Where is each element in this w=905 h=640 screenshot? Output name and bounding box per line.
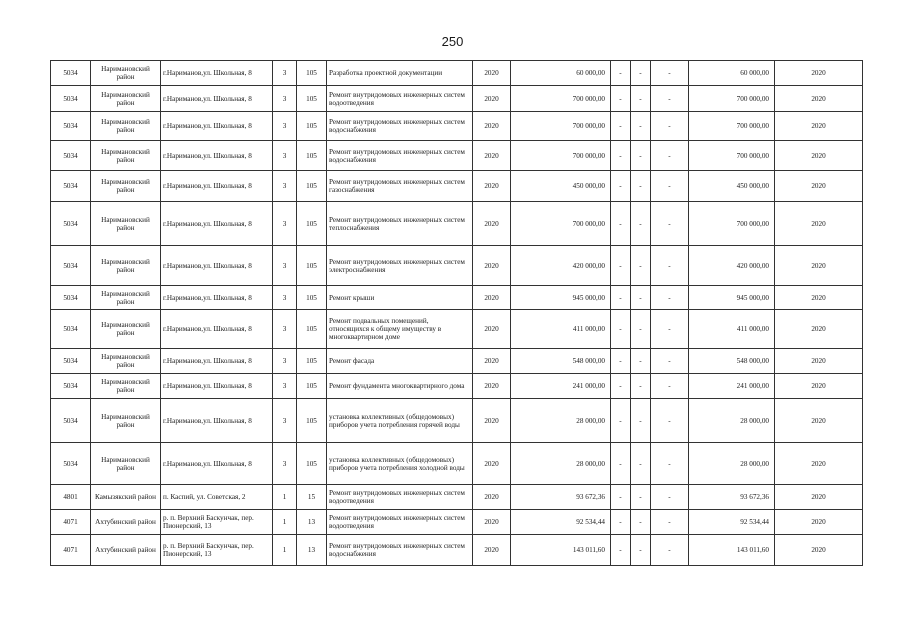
row-dash-2: - (631, 141, 651, 171)
row-dash-3: - (651, 246, 689, 286)
row-year: 2020 (473, 171, 511, 202)
row-end-year: 2020 (775, 399, 863, 443)
row-address: р. п. Верхний Баскунчак, пер. Пионерский, 13 (161, 535, 273, 566)
row-entrances: 3 (273, 286, 297, 310)
row-end-year: 2020 (775, 349, 863, 374)
row-district: Ахтубинский район (91, 510, 161, 535)
row-dash-1: - (611, 310, 631, 349)
row-code: 5034 (51, 349, 91, 374)
row-entrances: 3 (273, 141, 297, 171)
row-end-year: 2020 (775, 202, 863, 246)
row-apartments: 105 (297, 202, 327, 246)
row-dash-1: - (611, 510, 631, 535)
row-dash-1: - (611, 141, 631, 171)
row-address: г.Нариманов,ул. Школьная, 8 (161, 61, 273, 86)
row-amount: 700 000,00 (511, 141, 611, 171)
row-code: 5034 (51, 61, 91, 86)
row-code: 4071 (51, 510, 91, 535)
row-dash-2: - (631, 510, 651, 535)
row-entrances: 3 (273, 112, 297, 141)
row-entrances: 1 (273, 535, 297, 566)
row-year: 2020 (473, 141, 511, 171)
row-dash-3: - (651, 86, 689, 112)
table-row (51, 535, 863, 566)
row-apartments: 13 (297, 535, 327, 566)
row-district: Наримановский район (91, 202, 161, 246)
row-address: г.Нариманов,ул. Школьная, 8 (161, 171, 273, 202)
table-row (51, 349, 863, 374)
table-row (51, 61, 863, 86)
table-row (51, 510, 863, 535)
row-district: Наримановский район (91, 349, 161, 374)
row-dash-1: - (611, 349, 631, 374)
row-address: р. п. Верхний Баскунчак, пер. Пионерский, 13 (161, 510, 273, 535)
row-dash-3: - (651, 349, 689, 374)
row-end-year: 2020 (775, 374, 863, 399)
row-amount: 450 000,00 (511, 171, 611, 202)
row-address: г.Нариманов,ул. Школьная, 8 (161, 86, 273, 112)
row-address: г.Нариманов,ул. Школьная, 8 (161, 246, 273, 286)
row-address: г.Нариманов,ул. Школьная, 8 (161, 399, 273, 443)
row-work-type: Ремонт фасада (327, 349, 473, 374)
table-row (51, 141, 863, 171)
row-total: 92 534,44 (689, 510, 775, 535)
row-dash-3: - (651, 485, 689, 510)
row-entrances: 1 (273, 485, 297, 510)
row-dash-2: - (631, 171, 651, 202)
row-apartments: 105 (297, 171, 327, 202)
row-year: 2020 (473, 286, 511, 310)
row-dash-1: - (611, 86, 631, 112)
row-dash-1: - (611, 535, 631, 566)
row-work-type: Разработка проектной документации (327, 61, 473, 86)
row-dash-2: - (631, 112, 651, 141)
row-district: Камызякский район (91, 485, 161, 510)
row-year: 2020 (473, 202, 511, 246)
row-dash-1: - (611, 485, 631, 510)
row-entrances: 3 (273, 443, 297, 485)
row-district: Наримановский район (91, 61, 161, 86)
row-total: 143 011,60 (689, 535, 775, 566)
row-address: п. Каспий, ул. Советская, 2 (161, 485, 273, 510)
row-code: 4801 (51, 485, 91, 510)
row-dash-1: - (611, 443, 631, 485)
table-row (51, 171, 863, 202)
table-row (51, 112, 863, 141)
row-address: г.Нариманов,ул. Школьная, 8 (161, 310, 273, 349)
row-amount: 700 000,00 (511, 86, 611, 112)
row-entrances: 1 (273, 510, 297, 535)
row-amount: 411 000,00 (511, 310, 611, 349)
row-apartments: 105 (297, 246, 327, 286)
row-work-type: Ремонт внутридомовых инженерных систем водоснабжения (327, 112, 473, 141)
table-row (51, 443, 863, 485)
row-dash-2: - (631, 246, 651, 286)
row-address: г.Нариманов,ул. Школьная, 8 (161, 286, 273, 310)
row-total: 60 000,00 (689, 61, 775, 86)
row-year: 2020 (473, 399, 511, 443)
row-dash-3: - (651, 286, 689, 310)
row-year: 2020 (473, 61, 511, 86)
row-year: 2020 (473, 374, 511, 399)
row-district: Наримановский район (91, 141, 161, 171)
row-end-year: 2020 (775, 61, 863, 86)
row-work-type: Ремонт подвальных помещений, относящихся к общему имуществу в многоквартирном доме (327, 310, 473, 349)
row-year: 2020 (473, 510, 511, 535)
row-dash-2: - (631, 349, 651, 374)
row-amount: 60 000,00 (511, 61, 611, 86)
row-code: 5034 (51, 141, 91, 171)
row-year: 2020 (473, 86, 511, 112)
row-code: 5034 (51, 171, 91, 202)
row-district: Наримановский район (91, 112, 161, 141)
row-amount: 700 000,00 (511, 112, 611, 141)
row-total: 93 672,36 (689, 485, 775, 510)
row-amount: 28 000,00 (511, 443, 611, 485)
row-district: Наримановский район (91, 86, 161, 112)
row-work-type: установка коллективных (общедомовых) приборов учета потребления горячей воды (327, 399, 473, 443)
row-amount: 93 672,36 (511, 485, 611, 510)
row-dash-2: - (631, 202, 651, 246)
row-work-type: Ремонт внутридомовых инженерных систем водоотведения (327, 510, 473, 535)
row-code: 5034 (51, 286, 91, 310)
row-amount: 700 000,00 (511, 202, 611, 246)
row-address: г.Нариманов,ул. Школьная, 8 (161, 202, 273, 246)
row-year: 2020 (473, 246, 511, 286)
row-end-year: 2020 (775, 535, 863, 566)
row-end-year: 2020 (775, 246, 863, 286)
row-total: 411 000,00 (689, 310, 775, 349)
row-district: Наримановский район (91, 246, 161, 286)
row-entrances: 3 (273, 310, 297, 349)
row-entrances: 3 (273, 349, 297, 374)
row-total: 28 000,00 (689, 443, 775, 485)
row-dash-2: - (631, 443, 651, 485)
row-amount: 143 011,60 (511, 535, 611, 566)
row-dash-3: - (651, 510, 689, 535)
row-total: 700 000,00 (689, 202, 775, 246)
work-plan-table (50, 60, 863, 566)
row-year: 2020 (473, 485, 511, 510)
row-entrances: 3 (273, 61, 297, 86)
row-total: 450 000,00 (689, 171, 775, 202)
row-dash-3: - (651, 61, 689, 86)
row-apartments: 105 (297, 349, 327, 374)
table-row (51, 374, 863, 399)
row-apartments: 105 (297, 443, 327, 485)
row-year: 2020 (473, 310, 511, 349)
row-dash-1: - (611, 112, 631, 141)
row-total: 420 000,00 (689, 246, 775, 286)
table-body (51, 61, 863, 566)
row-dash-3: - (651, 443, 689, 485)
row-dash-3: - (651, 310, 689, 349)
row-dash-2: - (631, 374, 651, 399)
table-row (51, 202, 863, 246)
row-district: Наримановский район (91, 374, 161, 399)
row-code: 5034 (51, 399, 91, 443)
row-dash-3: - (651, 374, 689, 399)
row-dash-2: - (631, 286, 651, 310)
row-dash-2: - (631, 61, 651, 86)
row-dash-1: - (611, 399, 631, 443)
row-end-year: 2020 (775, 141, 863, 171)
row-dash-1: - (611, 202, 631, 246)
row-apartments: 105 (297, 112, 327, 141)
row-dash-1: - (611, 374, 631, 399)
row-total: 28 000,00 (689, 399, 775, 443)
row-apartments: 105 (297, 86, 327, 112)
row-work-type: Ремонт внутридомовых инженерных систем газоснабжения (327, 171, 473, 202)
row-entrances: 3 (273, 171, 297, 202)
row-work-type: Ремонт фундамента многоквартирного дома (327, 374, 473, 399)
page-number: 250 (441, 34, 464, 49)
row-total: 700 000,00 (689, 112, 775, 141)
row-address: г.Нариманов,ул. Школьная, 8 (161, 112, 273, 141)
row-apartments: 105 (297, 374, 327, 399)
row-work-type: установка коллективных (общедомовых) приборов учета потребления холодной воды (327, 443, 473, 485)
row-work-type: Ремонт внутридомовых инженерных систем водоснабжения (327, 535, 473, 566)
table-row (51, 286, 863, 310)
row-dash-2: - (631, 535, 651, 566)
row-code: 5034 (51, 112, 91, 141)
row-end-year: 2020 (775, 286, 863, 310)
row-apartments: 105 (297, 310, 327, 349)
row-address: г.Нариманов,ул. Школьная, 8 (161, 443, 273, 485)
row-dash-2: - (631, 399, 651, 443)
row-amount: 241 000,00 (511, 374, 611, 399)
table-row (51, 399, 863, 443)
row-work-type: Ремонт внутридомовых инженерных систем водоснабжения (327, 141, 473, 171)
table-row (51, 86, 863, 112)
row-apartments: 105 (297, 141, 327, 171)
row-year: 2020 (473, 443, 511, 485)
row-work-type: Ремонт внутридомовых инженерных систем водоотведения (327, 86, 473, 112)
row-code: 5034 (51, 310, 91, 349)
row-total: 700 000,00 (689, 141, 775, 171)
row-entrances: 3 (273, 399, 297, 443)
row-code: 5034 (51, 86, 91, 112)
row-dash-3: - (651, 399, 689, 443)
row-total: 241 000,00 (689, 374, 775, 399)
row-work-type: Ремонт крыши (327, 286, 473, 310)
row-apartments: 13 (297, 510, 327, 535)
row-dash-2: - (631, 485, 651, 510)
row-district: Наримановский район (91, 171, 161, 202)
row-work-type: Ремонт внутридомовых инженерных систем электроснабжения (327, 246, 473, 286)
row-apartments: 105 (297, 61, 327, 86)
row-district: Наримановский район (91, 399, 161, 443)
row-code: 5034 (51, 202, 91, 246)
row-end-year: 2020 (775, 310, 863, 349)
row-total: 548 000,00 (689, 349, 775, 374)
row-dash-3: - (651, 171, 689, 202)
row-district: Наримановский район (91, 286, 161, 310)
row-apartments: 15 (297, 485, 327, 510)
row-code: 5034 (51, 246, 91, 286)
row-code: 4071 (51, 535, 91, 566)
row-amount: 92 534,44 (511, 510, 611, 535)
row-entrances: 3 (273, 246, 297, 286)
row-code: 5034 (51, 374, 91, 399)
row-end-year: 2020 (775, 86, 863, 112)
row-entrances: 3 (273, 86, 297, 112)
row-dash-3: - (651, 202, 689, 246)
row-year: 2020 (473, 535, 511, 566)
row-district: Наримановский район (91, 310, 161, 349)
row-amount: 28 000,00 (511, 399, 611, 443)
row-amount: 945 000,00 (511, 286, 611, 310)
row-district: Наримановский район (91, 443, 161, 485)
row-dash-3: - (651, 535, 689, 566)
row-amount: 420 000,00 (511, 246, 611, 286)
row-year: 2020 (473, 349, 511, 374)
row-entrances: 3 (273, 202, 297, 246)
table-row (51, 485, 863, 510)
row-end-year: 2020 (775, 171, 863, 202)
row-end-year: 2020 (775, 485, 863, 510)
row-work-type: Ремонт внутридомовых инженерных систем водоотведения (327, 485, 473, 510)
row-dash-2: - (631, 86, 651, 112)
row-dash-2: - (631, 310, 651, 349)
row-code: 5034 (51, 443, 91, 485)
row-amount: 548 000,00 (511, 349, 611, 374)
row-address: г.Нариманов,ул. Школьная, 8 (161, 141, 273, 171)
row-total: 700 000,00 (689, 86, 775, 112)
row-end-year: 2020 (775, 510, 863, 535)
row-end-year: 2020 (775, 443, 863, 485)
row-dash-3: - (651, 112, 689, 141)
row-district: Ахтубинский район (91, 535, 161, 566)
table-row (51, 310, 863, 349)
row-end-year: 2020 (775, 112, 863, 141)
row-entrances: 3 (273, 374, 297, 399)
table-row (51, 246, 863, 286)
row-apartments: 105 (297, 399, 327, 443)
row-dash-1: - (611, 61, 631, 86)
row-year: 2020 (473, 112, 511, 141)
row-total: 945 000,00 (689, 286, 775, 310)
row-address: г.Нариманов,ул. Школьная, 8 (161, 374, 273, 399)
row-dash-1: - (611, 286, 631, 310)
row-address: г.Нариманов,ул. Школьная, 8 (161, 349, 273, 374)
row-dash-3: - (651, 141, 689, 171)
row-dash-1: - (611, 171, 631, 202)
row-work-type: Ремонт внутридомовых инженерных систем теплоснабжения (327, 202, 473, 246)
row-dash-1: - (611, 246, 631, 286)
row-apartments: 105 (297, 286, 327, 310)
